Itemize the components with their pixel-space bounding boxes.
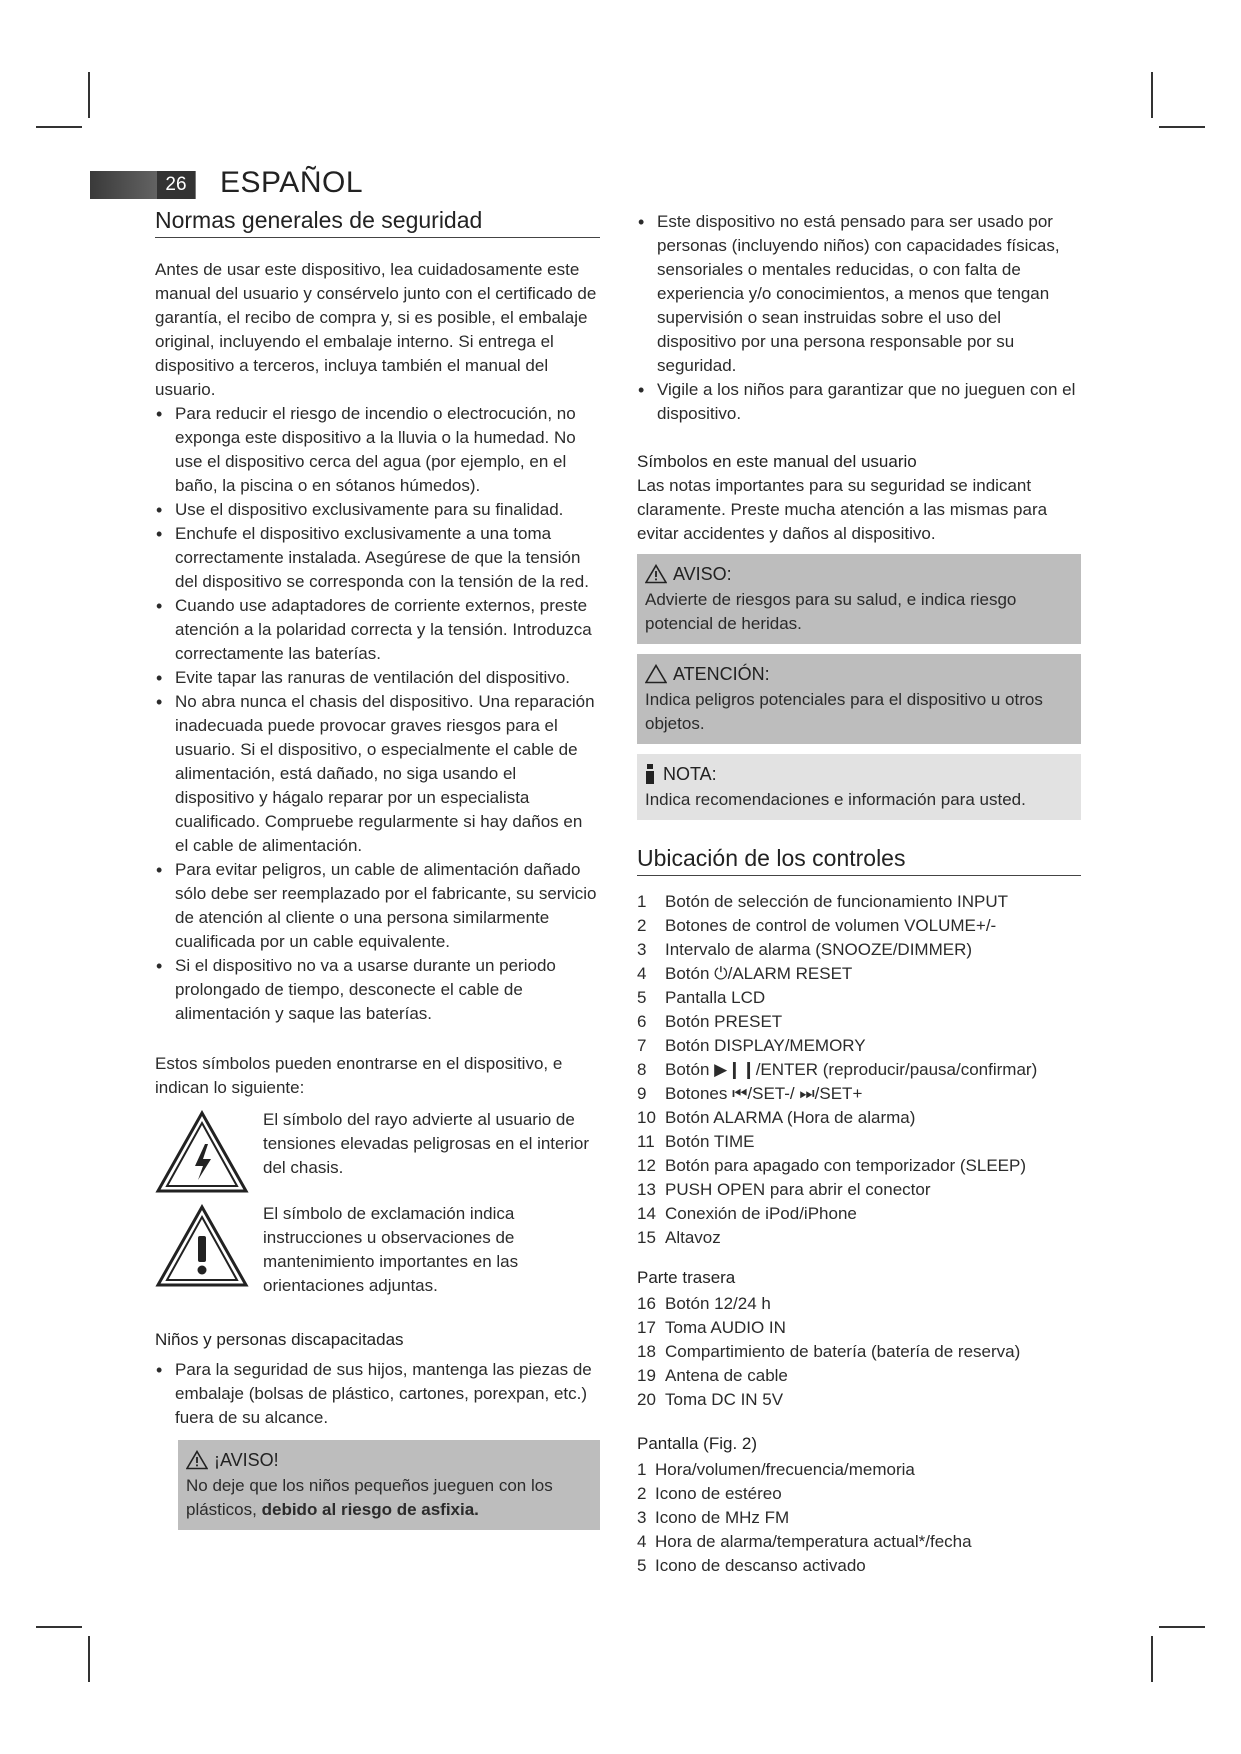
list-item: • Vigile a los niños para garantizar que no jueguen con el dispositivo. [637, 378, 1081, 426]
list-item: • Para reducir el riesgo de incendio o electrocución, no exponga este dispositivo a la lluvia o la humedad. No use el dispositivo cerca del agua (por ejemplo, en el baño, la piscina o en sótanos húmedos). [155, 402, 600, 498]
lightning-text: El símbolo del rayo advierte al usuario de tensiones elevadas peligrosas en el interior del chasis. [263, 1110, 590, 1177]
list-item: 1 Botón de selección de funcionamiento INPUT [637, 892, 1009, 911]
child-warning-body: No deje que los niños pequeños jueguen con los plásticos, [186, 1476, 553, 1519]
children-bullets [155, 1358, 600, 1430]
right-column [637, 210, 1081, 1578]
children-bullets-continued [637, 210, 1081, 426]
child-warning-text [186, 1474, 592, 1522]
left-column [155, 208, 600, 1530]
warning-icon [645, 564, 667, 584]
crop-mark [1159, 1626, 1205, 1628]
lightning-symbol-row [155, 1108, 600, 1194]
list-item: 4 Hora de alarma/temperatura actual*/fecha [637, 1532, 972, 1551]
notice-title [645, 562, 1073, 586]
atencion-text: Indica peligros potenciales para el dispositivo u otros objetos. [645, 690, 1043, 733]
list-item: 10 Botón ALARMA (Hora de alarma) [637, 1108, 916, 1127]
fig-reference: (Fig. 2) [703, 1434, 758, 1453]
controls-list [637, 890, 1081, 1250]
aviso-box [637, 554, 1081, 644]
list-item: 9 Botones ⏮/SET-/ ⏭/SET+ [637, 1084, 863, 1103]
safety-bullets [155, 402, 600, 1026]
page-number: 26 [157, 171, 195, 199]
nota-box [637, 754, 1081, 820]
list-item: 15 Altavoz [637, 1228, 721, 1247]
crop-mark [1159, 126, 1205, 128]
list-item: • Cuando use adaptadores de corriente externos, preste atención a la polaridad correcta y la tensión. Introduzca correctamente las baterías. [155, 594, 600, 666]
display-list [637, 1458, 1081, 1578]
crop-mark [88, 1636, 90, 1682]
list-item: 5 Pantalla LCD [637, 988, 766, 1007]
child-warning-title: ¡AVISO! [214, 1450, 279, 1470]
list-item: • Use el dispositivo exclusivamente para su finalidad. [155, 498, 600, 522]
list-item: 12 Botón para apagado con temporizador (SLEEP) [637, 1156, 1027, 1175]
lightning-warning-icon [155, 1110, 249, 1194]
list-item: 18 Compartimiento de batería (batería de reserva) [637, 1342, 1021, 1361]
language-title: ESPAÑOL [220, 166, 363, 199]
list-item: 7 Botón DISPLAY/MEMORY [637, 1036, 866, 1055]
symbols-manual-intro: Las notas importantes para su seguridad se indicant claramente. Preste mucha atención a las mismas para evitar accidentes y daños al dispositivo. [637, 476, 1048, 543]
exclamation-text: El símbolo de exclamación indica instrucciones u observaciones de mantenimiento importantes en las orientaciones adjuntas. [263, 1204, 519, 1295]
list-item: 20 Toma DC IN 5V [637, 1390, 784, 1409]
safety-title: Normas generales de seguridad [155, 208, 600, 238]
list-item: 14 Conexión de iPod/iPhone [637, 1204, 857, 1223]
nota-title: NOTA: [663, 764, 717, 784]
list-item: • Para evitar peligros, un cable de alimentación dañado sólo debe ser reemplazado por el fabricante, su servicio de atención al cliente o una persona similarmente cualificada por un cable equivalente. [155, 858, 600, 954]
list-item: 3 Intervalo de alarma (SNOOZE/DIMMER) [637, 940, 973, 959]
symbols-intro: Estos símbolos pueden enontrarse en el dispositivo, e indican lo siguiente: [155, 1054, 563, 1097]
symbols-manual-title: Símbolos en este manual del usuario [637, 452, 917, 471]
atencion-box [637, 654, 1081, 744]
list-item: • No abra nunca el chasis del dispositivo. Una reparación inadecuada puede provocar graves riesgos para el usuario. Si el dispositivo, o especialmente el cable de alimentación, está dañado, no siga usando el dispositivo y hágalo reparar por un especialista cualificado. Compruebe regularmente si hay daños en el cable de alimentación. [155, 690, 600, 858]
atencion-title: ATENCIÓN: [673, 664, 770, 684]
list-item: 19 Antena de cable [637, 1366, 788, 1385]
rear-title: Parte trasera [637, 1268, 736, 1287]
list-item: 8 Botón ▶❙❙/ENTER (reproducir/pausa/confirmar) [637, 1060, 1038, 1079]
crop-mark [1151, 1636, 1153, 1682]
safety-intro: Antes de usar este dispositivo, lea cuidadosamente este manual del usuario y consérvelo junto con el certificado de garantía, el recibo de compra y, si es posible, el embalaje original, incluyendo el embalaje interno. Si entrega el dispositivo a terceros, incluya también el manual del usuario. [155, 260, 597, 399]
list-item: • Para la seguridad de sus hijos, mantenga las piezas de embalaje (bolsas de plástico, cartones, porexpan, etc.) fuera de su alcance. [155, 1358, 600, 1430]
children-title: Niños y personas discapacitadas [155, 1330, 404, 1349]
child-warning-bold: debido al riesgo de asfixia. [261, 1500, 479, 1519]
nota-text: Indica recomendaciones e información para usted. [645, 790, 1026, 809]
list-item: 1 Hora/volumen/frecuencia/memoria [637, 1460, 915, 1479]
rear-list [637, 1292, 1081, 1412]
list-item: 4 Botón ⏻/ALARM RESET [637, 964, 853, 983]
crop-mark [36, 1626, 82, 1628]
controls-title: Ubicación de los controles [637, 846, 1081, 876]
list-item: 5 Icono de descanso activado [637, 1556, 866, 1575]
list-item: • Evite tapar las ranuras de ventilación del dispositivo. [155, 666, 600, 690]
list-item: 17 Toma AUDIO IN [637, 1318, 786, 1337]
exclamation-warning-icon [155, 1204, 249, 1288]
list-item: 6 Botón PRESET [637, 1012, 783, 1031]
list-item: 13 PUSH OPEN para abrir el conector [637, 1180, 931, 1199]
list-item: • Este dispositivo no está pensado para ser usado por personas (incluyendo niños) con capacidades físicas, sensoriales o mentales reducidas, o con falta de experiencia y/o conocimientos, a menos que tengan supervisión o sean instruidas sobre el uso del dispositivo por una persona responsable por su seguridad. [637, 210, 1081, 378]
notice-title [645, 762, 1073, 786]
crop-mark [1151, 72, 1153, 118]
crop-mark [88, 72, 90, 118]
caution-icon [645, 664, 667, 684]
aviso-text: Advierte de riesgos para su salud, e indica riesgo potencial de heridas. [645, 590, 1017, 633]
list-item: 2 Botones de control de volumen VOLUME+/- [637, 916, 997, 935]
exclamation-symbol-row [155, 1202, 600, 1298]
display-title: Pantalla (Fig. 2) [637, 1434, 758, 1453]
list-item: 11 Botón TIME [637, 1132, 755, 1151]
list-item: • Si el dispositivo no va a usarse durante un periodo prolongado de tiempo, desconecte el cable de alimentación y saque las baterías. [155, 954, 600, 1026]
aviso-title: AVISO: [673, 564, 732, 584]
notice-title [645, 662, 1073, 686]
child-warning-box [178, 1440, 600, 1530]
notice-title [186, 1448, 592, 1472]
list-item: 2 Icono de estéreo [637, 1484, 782, 1503]
warning-icon [186, 1450, 208, 1470]
list-item: 16 Botón 12/24 h [637, 1294, 771, 1313]
list-item: 3 Icono de MHz FM [637, 1508, 790, 1527]
crop-mark [36, 126, 82, 128]
info-icon [645, 764, 655, 784]
list-item: • Enchufe el dispositivo exclusivamente a una toma correctamente instalada. Asegúrese de que la tensión del dispositivo se corresponda con la tensión de la red. [155, 522, 600, 594]
